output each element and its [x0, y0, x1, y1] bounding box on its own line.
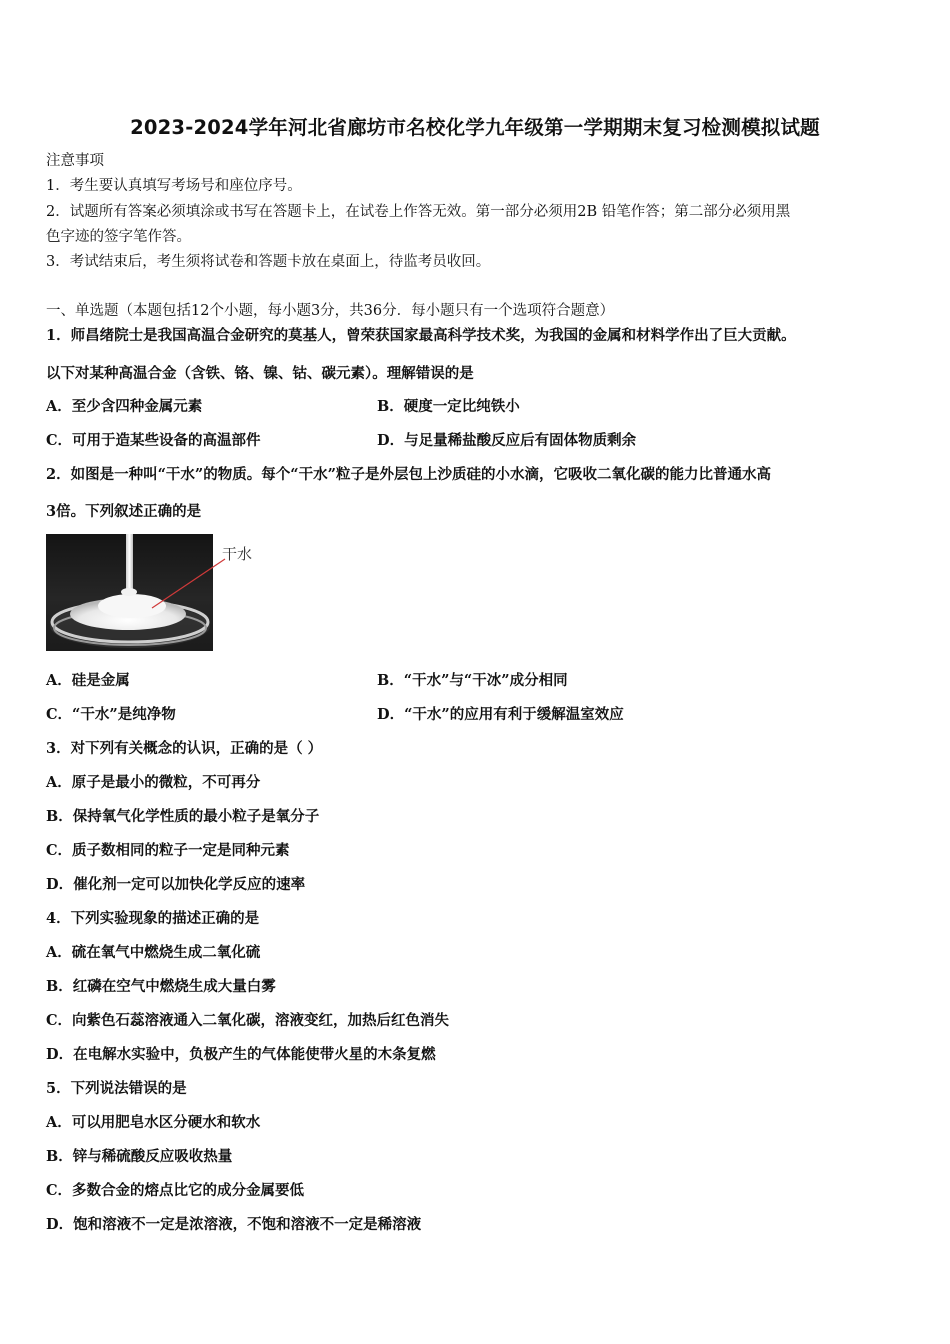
- q5-option-a: A．可以用肥皂水区分硬水和软水: [46, 1114, 261, 1131]
- q1-option-a: A．至少含四种金属元素: [46, 398, 203, 415]
- photo-label: 干水: [222, 545, 253, 563]
- notice-item-2-cont: 色字迹的签字笔作答。: [46, 229, 191, 245]
- q1-option-c: C．可用于造某些设备的高温部件: [46, 432, 261, 449]
- q2-option-a: A．硅是金属: [46, 672, 130, 689]
- q3-option-c: C．质子数相同的粒子一定是同种元素: [46, 842, 290, 859]
- q5-stem: 5．下列说法错误的是: [46, 1080, 187, 1097]
- q4-stem: 4．下列实验现象的描述正确的是: [46, 910, 260, 927]
- q2-option-d: D．“干水”的应用有利于缓解温室效应: [377, 706, 624, 723]
- q1-stem: 1．师昌绪院士是我国高温合金研究的莫基人，曾荣获国家最高科学技术奖，为我国的金属和材料学作出了巨大贡献。: [46, 327, 796, 344]
- q5-option-d: D．饱和溶液不一定是浓溶液，不饱和溶液不一定是稀溶液: [46, 1216, 422, 1233]
- notice-item-2: 2．试题所有答案必须填涂或书写在答题卡上，在试卷上作答无效。第一部分必须用2B 铅笔作答；第二部分必须用黑: [46, 204, 791, 220]
- q4-option-d: D．在电解水实验中，负极产生的气体能使带火星的木条复燃: [46, 1046, 436, 1063]
- q2-stem: 2．如图是一种叫“干水”的物质。每个“干水”粒子是外层包上沙质硅的小水滴，它吸收二氧化碳的能力比普通水高: [46, 466, 771, 483]
- q2-option-b: B．“干水”与“干冰”成分相同: [377, 672, 568, 689]
- q3-option-a: A．原子是最小的微粒，不可再分: [46, 774, 261, 791]
- q2-option-c: C．“干水”是纯净物: [46, 706, 176, 723]
- q4-option-b: B．红磷在空气中燃烧生成大量白雾: [46, 978, 276, 995]
- q3-stem: 3．对下列有关概念的认识，正确的是（ ）: [46, 740, 323, 757]
- q1-option-d: D．与足量稀盐酸反应后有固体物质剩余: [377, 432, 637, 449]
- notice-heading: 注意事项: [46, 153, 104, 169]
- q2-stem-cont: 3倍。下列叙述正确的是: [46, 503, 202, 520]
- notice-item-1: 1．考生要认真填写考场号和座位序号。: [46, 178, 302, 194]
- q3-option-b: B．保持氧气化学性质的最小粒子是氧分子: [46, 808, 320, 825]
- q5-option-c: C．多数合金的熔点比它的成分金属要低: [46, 1182, 305, 1199]
- pointer-line: [150, 556, 230, 612]
- q4-option-c: C．向紫色石蕊溶液通入二氧化碳，溶液变红，加热后红色消失: [46, 1012, 450, 1029]
- exam-title: 2023-2024学年河北省廊坊市名校化学九年级第一学期期末复习检测模拟试题: [130, 116, 820, 139]
- notice-item-3: 3．考试结束后，考生须将试卷和答题卡放在桌面上，待监考员收回。: [46, 254, 491, 270]
- q3-option-d: D．催化剂一定可以加快化学反应的速率: [46, 876, 306, 893]
- q5-option-b: B．锌与稀硫酸反应吸收热量: [46, 1148, 233, 1165]
- q1-stem-cont: 以下对某种高温合金（含铁、铬、镍、钴、碳元素）。理解错误的是: [46, 365, 474, 382]
- q1-option-b: B．硬度一定比纯铁小: [377, 398, 520, 415]
- section-heading: 一、单选题（本题包括12个小题，每小题3分，共36分．每小题只有一个选项符合题意）: [46, 303, 615, 319]
- q4-option-a: A．硫在氧气中燃烧生成二氧化硫: [46, 944, 261, 961]
